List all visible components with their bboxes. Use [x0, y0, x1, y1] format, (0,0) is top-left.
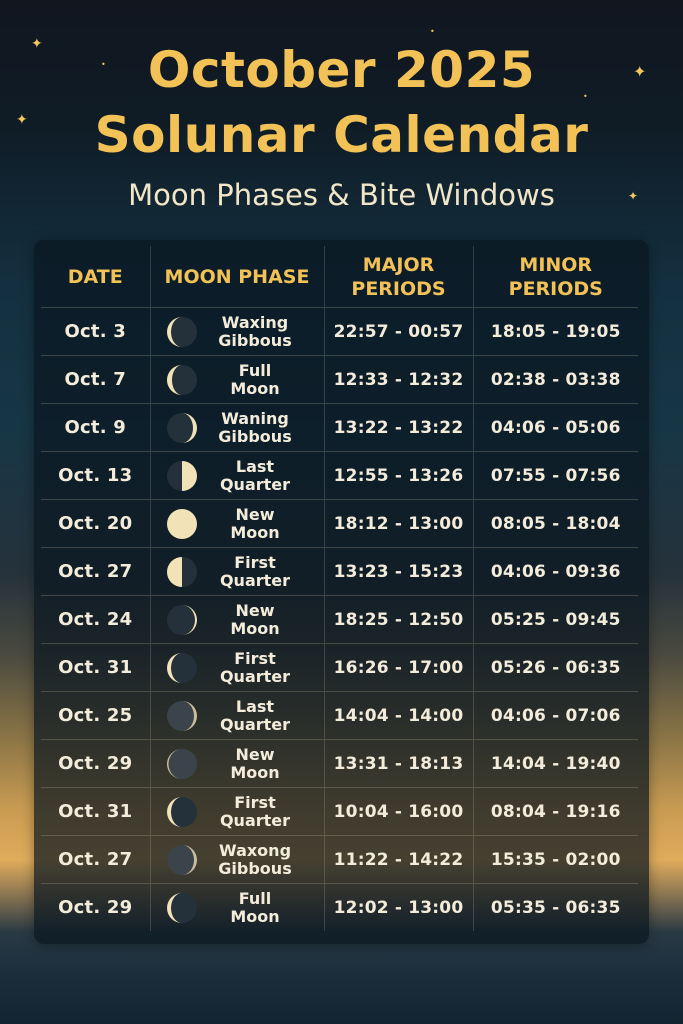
moon-phase-label-line2: Moon: [230, 906, 280, 926]
date-cell: Oct. 13: [41, 452, 150, 500]
major-period-cell: 22:57 - 00:57: [324, 308, 473, 356]
solunar-table: [41, 246, 638, 931]
minor-period-cell: 04:06 - 05:06: [490, 417, 621, 438]
moon-phase-cell: [150, 308, 324, 356]
date-cell: Oct. 29: [41, 884, 150, 932]
moon-phase-wrap: [151, 452, 324, 499]
table-row: [41, 788, 638, 836]
moon-phase-label-line2: Moon: [230, 762, 280, 782]
moon-phase-label-line2: Quarter: [219, 474, 291, 494]
moon-phase-label-line2: Quarter: [219, 570, 291, 590]
moon-phase-wrap: [151, 644, 324, 691]
date-cell: Oct. 20: [41, 500, 150, 548]
table-row: [41, 740, 638, 788]
minor-period-cell: 05:25 - 09:45: [490, 609, 621, 630]
moon-phase-wrap: [151, 836, 324, 883]
first-quarter-crescent-icon: [165, 795, 199, 829]
moon-phase-cell: [150, 740, 324, 788]
moon-phase-label-line1: Waxong: [218, 840, 292, 860]
moon-phase-cell: [150, 644, 324, 692]
moon-phase-wrap: [151, 788, 324, 835]
moon-phase-cell: [150, 500, 324, 548]
moon-phase-cell: [150, 548, 324, 596]
minor-period-cell: 04:06 - 09:36: [490, 561, 621, 582]
moon-phase-label: [199, 698, 324, 734]
moon-phase-label-line1: Waxing: [221, 312, 289, 332]
moon-phase-wrap: [151, 548, 324, 595]
minor-period-cell: 07:55 - 07:56: [490, 465, 621, 486]
full-moon-crescent-icon: [165, 891, 199, 925]
major-period-cell: 13:31 - 18:13: [324, 740, 473, 788]
table-row: [41, 308, 638, 356]
major-period-cell: 18:12 - 13:00: [324, 500, 473, 548]
moon-phase-label-line1: Waning: [221, 408, 289, 428]
header-major-periods: MAJOR PERIODS: [324, 246, 473, 308]
moon-phase-label: [199, 554, 324, 590]
moon-phase-label-line1: First: [234, 552, 276, 572]
first-quarter-moon-icon: [165, 555, 199, 589]
moon-phase-label-line2: Quarter: [219, 810, 291, 830]
moon-phase-wrap: [151, 404, 324, 451]
table-row: [41, 500, 638, 548]
date-cell: Oct. 29: [41, 740, 150, 788]
table-row: [41, 692, 638, 740]
moon-phase-label: [199, 314, 324, 350]
table-row: [41, 644, 638, 692]
moon-phase-wrap: [151, 884, 324, 931]
major-period-cell: 13:23 - 15:23: [324, 548, 473, 596]
date-cell: Oct. 27: [41, 548, 150, 596]
moon-phase-label: [199, 458, 324, 494]
moon-phase-wrap: [151, 740, 324, 787]
page-subtitle: Moon Phases & Bite Windows: [128, 178, 555, 212]
moon-phase-cell: [150, 692, 324, 740]
moon-phase-label: [199, 410, 324, 446]
header-date: DATE: [41, 246, 150, 308]
star-icon: ✦: [16, 112, 28, 128]
minor-period-cell: 08:04 - 19:16: [490, 801, 621, 822]
minor-period-cell: 14:04 - 19:40: [490, 753, 621, 774]
new-moon-thin-icon: [165, 747, 199, 781]
last-quarter-moon-icon: [165, 459, 199, 493]
star-icon: •: [430, 27, 435, 36]
moon-phase-label-line2: Gibbous: [218, 426, 292, 446]
moon-phase-label: [199, 362, 324, 398]
table-header-row: [41, 246, 638, 308]
table-row: [41, 356, 638, 404]
date-cell: Oct. 24: [41, 596, 150, 644]
moon-phase-wrap: [151, 692, 324, 739]
moon-phase-label-line1: New: [235, 504, 275, 524]
major-period-cell: 14:04 - 14:00: [324, 692, 473, 740]
table-row: [41, 404, 638, 452]
moon-phase-label-line2: Quarter: [219, 666, 291, 686]
new-moon-icon: [165, 507, 199, 541]
moon-phase-label-line1: Full: [238, 888, 272, 908]
waxing-gibbous-moon-icon: [165, 315, 199, 349]
moon-phase-label-line1: New: [235, 600, 275, 620]
date-cell: Oct. 27: [41, 836, 150, 884]
moon-phase-label-line2: Moon: [230, 378, 280, 398]
major-period-cell: 13:22 - 13:22: [324, 404, 473, 452]
date-cell: Oct. 25: [41, 692, 150, 740]
star-icon: ✦: [633, 62, 647, 81]
moon-phase-label: [199, 602, 324, 638]
moon-phase-cell: [150, 884, 324, 932]
star-icon: •: [583, 92, 588, 101]
page-title-line2: Solunar Calendar: [94, 106, 589, 164]
page-title-line1: October 2025: [147, 41, 536, 99]
moon-phase-label-line2: Moon: [230, 618, 280, 638]
moon-phase-cell: [150, 356, 324, 404]
moon-phase-cell: [150, 788, 324, 836]
waning-gibbous-moon-icon: [165, 411, 199, 445]
minor-period-cell: 02:38 - 03:38: [490, 369, 621, 390]
waxing-gibbous-dark-icon: [165, 843, 199, 877]
moon-phase-cell: [150, 404, 324, 452]
star-icon: •: [101, 60, 106, 69]
moon-phase-label-line2: Moon: [230, 522, 280, 542]
new-moon-crescent-icon: [165, 603, 199, 637]
moon-phase-wrap: [151, 500, 324, 547]
date-cell: Oct. 31: [41, 788, 150, 836]
moon-phase-label-line1: First: [234, 648, 276, 668]
minor-period-cell: 18:05 - 19:05: [490, 321, 621, 342]
minor-period-cell: 15:35 - 02:00: [490, 849, 621, 870]
major-period-cell: 11:22 - 14:22: [324, 836, 473, 884]
moon-phase-label-line1: Full: [238, 360, 272, 380]
moon-phase-label-line1: Last: [235, 696, 275, 716]
major-period-cell: 18:25 - 12:50: [324, 596, 473, 644]
moon-phase-wrap: [151, 596, 324, 643]
date-cell: Oct. 31: [41, 644, 150, 692]
minor-period-cell: 05:26 - 06:35: [490, 657, 621, 678]
header-moon-phase: MOON PHASE: [150, 246, 324, 308]
moon-phase-cell: [150, 836, 324, 884]
table-row: [41, 836, 638, 884]
moon-phase-cell: [150, 596, 324, 644]
table-row: [41, 596, 638, 644]
moon-phase-label-line1: First: [234, 792, 276, 812]
moon-phase-label: [199, 746, 324, 782]
major-period-cell: 16:26 - 17:00: [324, 644, 473, 692]
star-icon: ✦: [31, 36, 43, 52]
moon-phase-label: [199, 506, 324, 542]
moon-phase-label: [199, 842, 324, 878]
minor-period-cell: 04:06 - 07:06: [490, 705, 621, 726]
moon-phase-label-line2: Gibbous: [218, 330, 292, 350]
major-period-cell: 12:33 - 12:32: [324, 356, 473, 404]
major-period-cell: 12:02 - 13:00: [324, 884, 473, 932]
date-cell: Oct. 9: [41, 404, 150, 452]
moon-phase-label-line2: Gibbous: [218, 858, 292, 878]
moon-phase-label: [199, 890, 324, 926]
moon-phase-label-line2: Quarter: [219, 714, 291, 734]
moon-phase-wrap: [151, 356, 324, 403]
table-row: [41, 884, 638, 932]
header-minor-periods: MINOR PERIODS: [508, 253, 603, 300]
date-cell: Oct. 7: [41, 356, 150, 404]
moon-phase-label: [199, 794, 324, 830]
moon-phase-label-line1: New: [235, 744, 275, 764]
last-quarter-dark-icon: [165, 699, 199, 733]
first-quarter-crescent-icon: [165, 651, 199, 685]
moon-phase-label-line1: Last: [235, 456, 275, 476]
major-period-cell: 12:55 - 13:26: [324, 452, 473, 500]
date-cell: Oct. 3: [41, 308, 150, 356]
moon-phase-cell: [150, 452, 324, 500]
table-row: [41, 548, 638, 596]
minor-period-cell: 05:35 - 06:35: [490, 897, 621, 918]
table-body: [41, 308, 638, 932]
star-icon: ✦: [628, 189, 639, 203]
minor-period-cell: 08:05 - 18:04: [490, 513, 621, 534]
moon-phase-wrap: [151, 308, 324, 355]
moon-phase-label: [199, 650, 324, 686]
major-period-cell: 10:04 - 16:00: [324, 788, 473, 836]
table-row: [41, 452, 638, 500]
full-moon-icon: [165, 363, 199, 397]
